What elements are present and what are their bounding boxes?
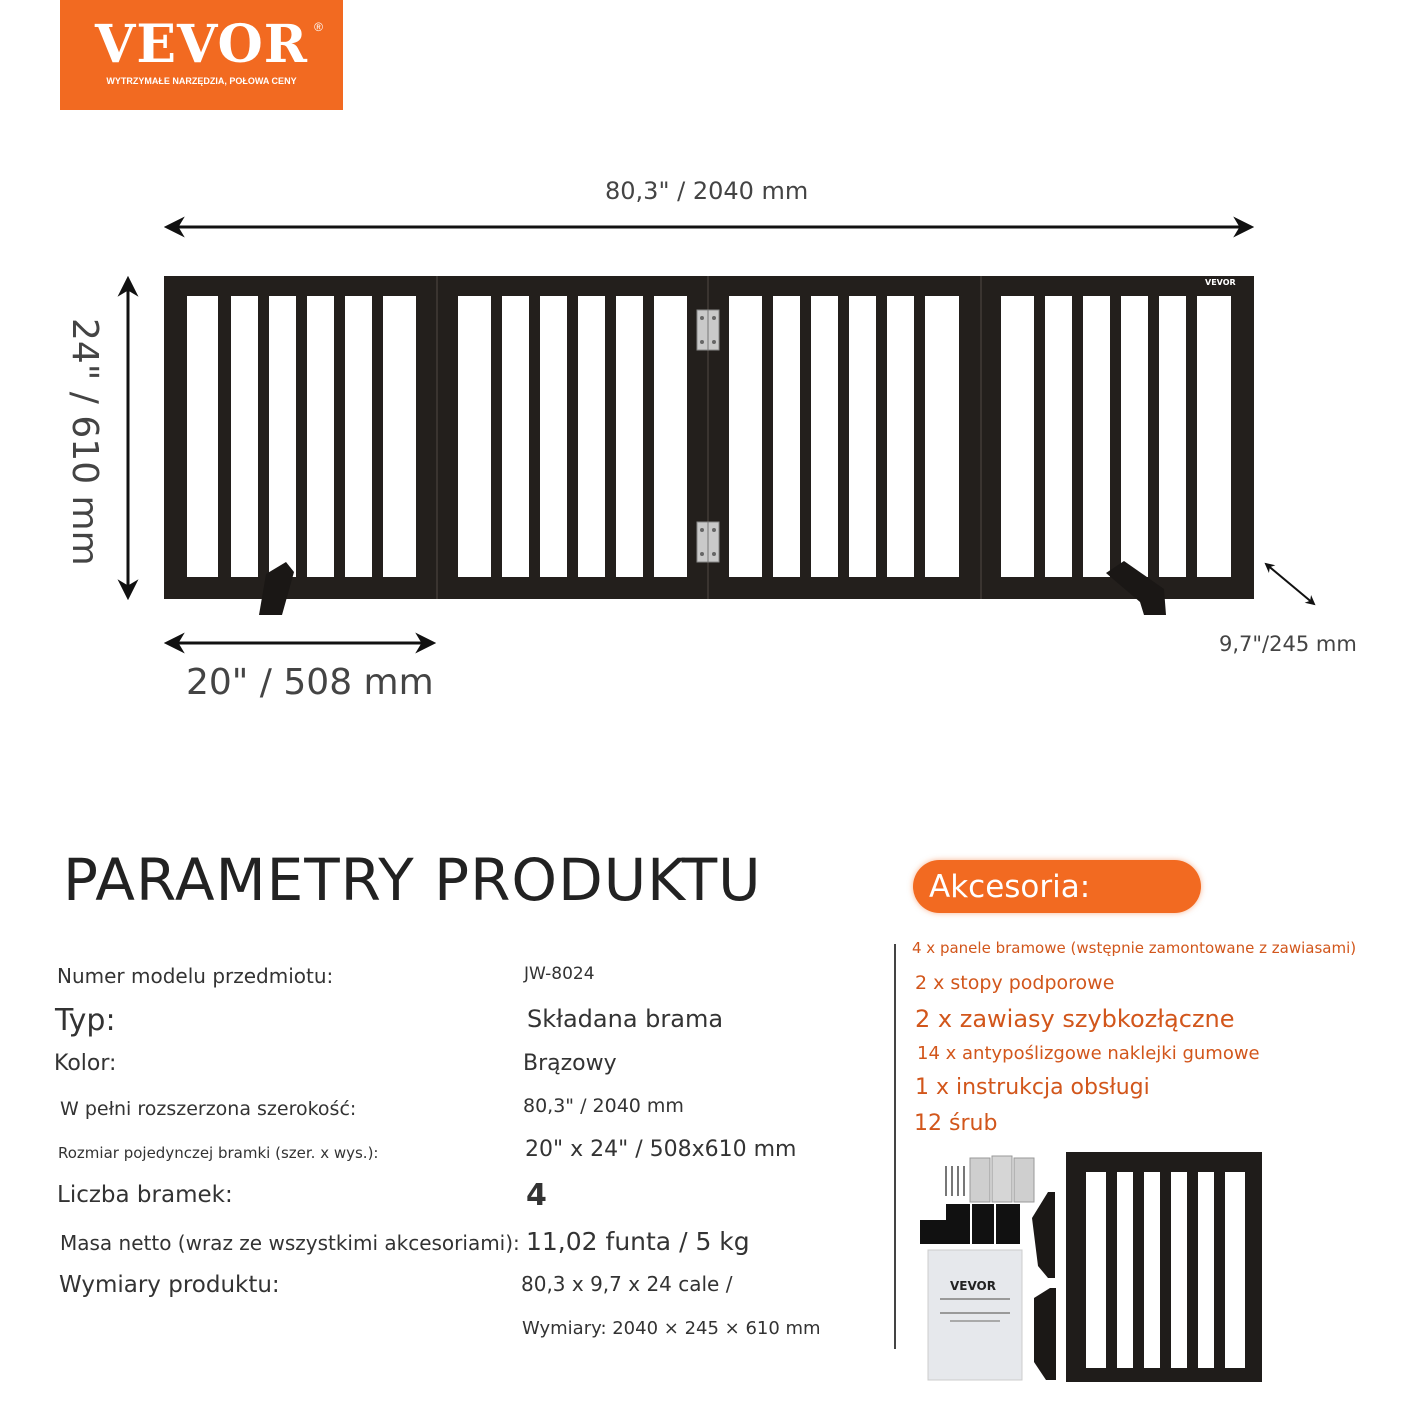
spec-value: Brązowy <box>523 1051 617 1076</box>
spec-value-extra: Wymiary: 2040 × 245 × 610 mm <box>522 1318 821 1339</box>
spec-label: Liczba bramek: <box>57 1182 233 1208</box>
accessory-item: 2 x zawiasy szybkozłączne <box>915 1005 1235 1033</box>
manual-icon <box>928 1250 1022 1380</box>
logo-tagline: WYTRZYMAŁE NARZĘDZIA, POŁOWA CENY <box>106 76 297 86</box>
panel-width-label: 20" / 508 mm <box>186 662 434 703</box>
spec-label: Wymiary produktu: <box>59 1272 280 1298</box>
spec-label: Typ: <box>55 1003 116 1038</box>
spec-value: 80,3 x 9,7 x 24 cale / <box>521 1272 733 1296</box>
screws-icon <box>946 1166 964 1196</box>
height-label: 24" / 610 mm <box>64 318 105 566</box>
accessory-item: 1 x instrukcja obsługi <box>915 1075 1150 1100</box>
support-foot-icon <box>1032 1192 1055 1278</box>
spec-value: Składana brama <box>527 1005 724 1033</box>
spec-label: Kolor: <box>54 1051 117 1076</box>
accessories-title: Akcesoria: <box>929 869 1091 905</box>
spec-label: Numer modelu przedmiotu: <box>57 964 334 988</box>
spec-value: 4 <box>526 1178 547 1213</box>
spec-value: 80,3" / 2040 mm <box>523 1095 684 1117</box>
accessories-header <box>913 860 1201 913</box>
hinges-icon <box>970 1156 1034 1202</box>
depth-arrow <box>1266 564 1314 604</box>
accessory-item: 2 x stopy podporowe <box>915 972 1115 994</box>
spec-value: 20" x 24" / 508x610 mm <box>525 1137 797 1162</box>
gate-panels <box>164 276 1254 615</box>
spec-label: W pełni rozszerzona szerokość: <box>60 1098 357 1120</box>
spec-value: 11,02 funta / 5 kg <box>526 1227 750 1256</box>
rubber-pads-icon <box>920 1204 1020 1244</box>
specs-title: PARAMETRY PRODUKTU <box>63 846 762 914</box>
logo-registered-mark: ® <box>314 20 323 34</box>
gate-brand-label: VEVOR <box>1205 278 1236 287</box>
manual-brand: VEVOR <box>950 1279 997 1293</box>
accessories-photo <box>910 1148 1270 1388</box>
total-width-label: 80,3" / 2040 mm <box>605 177 809 205</box>
depth-label: 9,7"/245 mm <box>1219 632 1357 656</box>
support-foot-icon <box>1034 1288 1056 1380</box>
spec-label: Rozmiar pojedynczej bramki (szer. x wys.): <box>58 1144 379 1162</box>
logo-wordmark: VEVOR <box>95 14 308 75</box>
spec-label: Masa netto (wraz ze wszystkimi akcesoriami): <box>60 1231 520 1255</box>
accessory-item: 12 śrub <box>914 1111 998 1136</box>
accessory-item: 14 x antypoślizgowe naklejki gumowe <box>917 1043 1260 1064</box>
accessory-item: 4 x panele bramowe (wstępnie zamontowane z zawiasami) <box>912 939 1357 957</box>
accessories-divider <box>894 944 896 1349</box>
spec-value: JW-8024 <box>524 964 595 984</box>
